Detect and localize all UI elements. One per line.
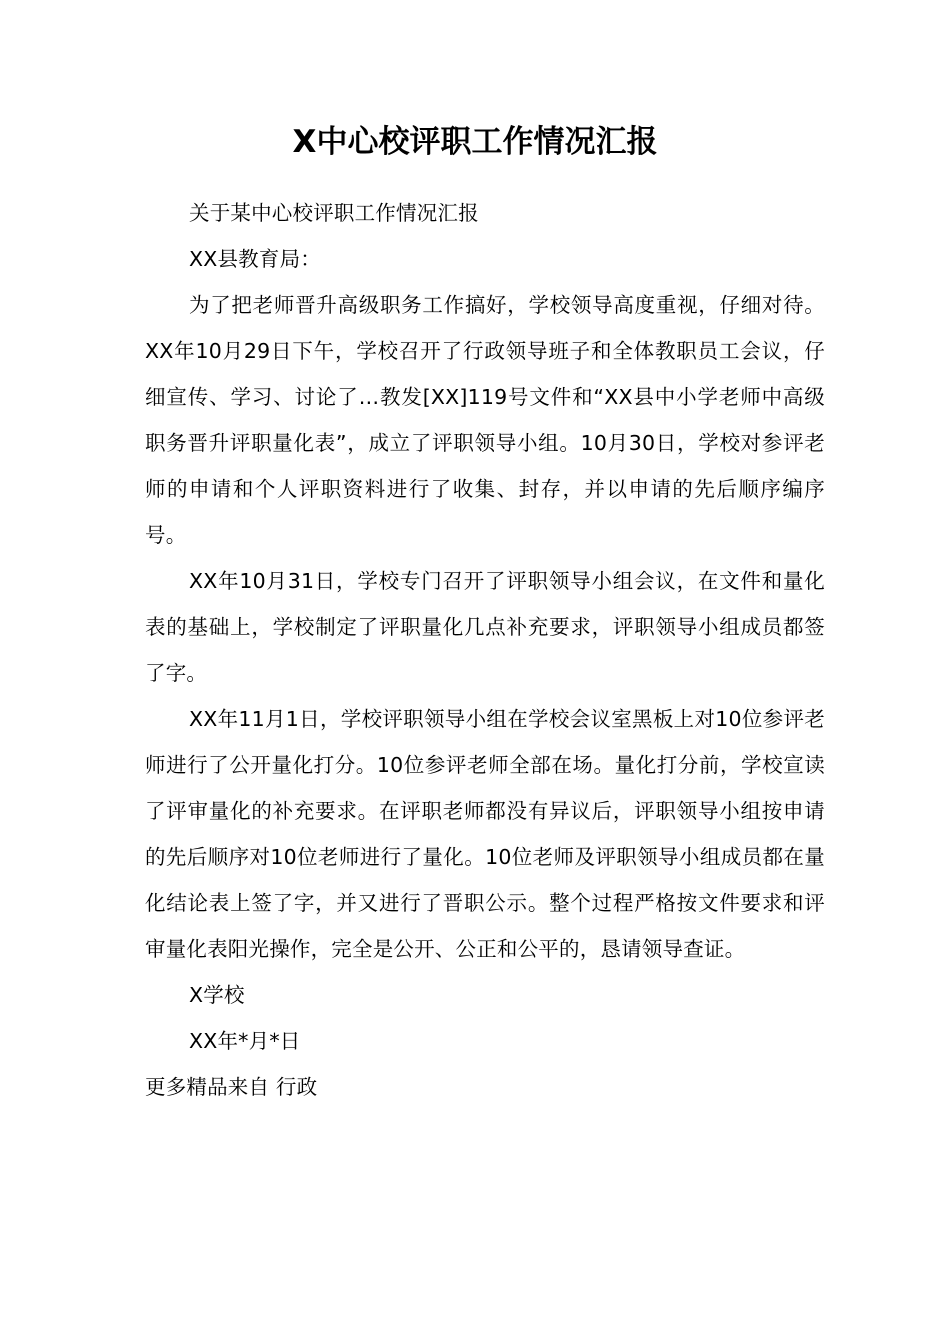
paragraph-signature: X学校 (189, 983, 245, 1007)
footer-note: 更多精品来自 行政 (145, 1075, 318, 1099)
paragraph-date: XX年*月*日 (189, 1029, 301, 1053)
document-title: X中心校评职工作情况汇报 (292, 124, 658, 160)
paragraph-subject: 关于某中心校评职工作情况汇报 (189, 201, 479, 225)
paragraph-body-1: 为了把老师晋升高级职务工作搞好，学校领导高度重视，仔细对待。XX年10月29日下午，学校召开了行政领导班子和全体教职员工会议，仔细宣传、学习、讨论了…教发[XX]119号文件和“XX县中小学老师中高级职务晋升评职量化表”，成立了评职领导小组。10月30日，学校对参评老师的申请和个人评职资料进行了收集、封存，并以申请的先后顺序编序号。 (145, 293, 825, 547)
document-body (145, 190, 825, 1110)
paragraph-body-3: XX年11月1日，学校评职领导小组在学校会议室黑板上对10位参评老师进行了公开量化打分。10位参评老师全部在场。量化打分前，学校宣读了评审量化的补充要求。在评职老师都没有异议后，评职领导小组按申请的先后顺序对10位老师进行了量化。10位老师及评职领导小组成员都在量化结论表上签了字，并又进行了晋职公示。整个过程严格按文件要求和评审量化表阳光操作，完全是公开、公正和公平的，恳请领导查证。 (145, 707, 825, 961)
paragraph-body-2: XX年10月31日，学校专门召开了评职领导小组会议，在文件和量化表的基础上，学校制定了评职量化几点补充要求，评职领导小组成员都签了字。 (145, 569, 825, 685)
paragraph-recipient: XX县教育局： (189, 247, 321, 271)
